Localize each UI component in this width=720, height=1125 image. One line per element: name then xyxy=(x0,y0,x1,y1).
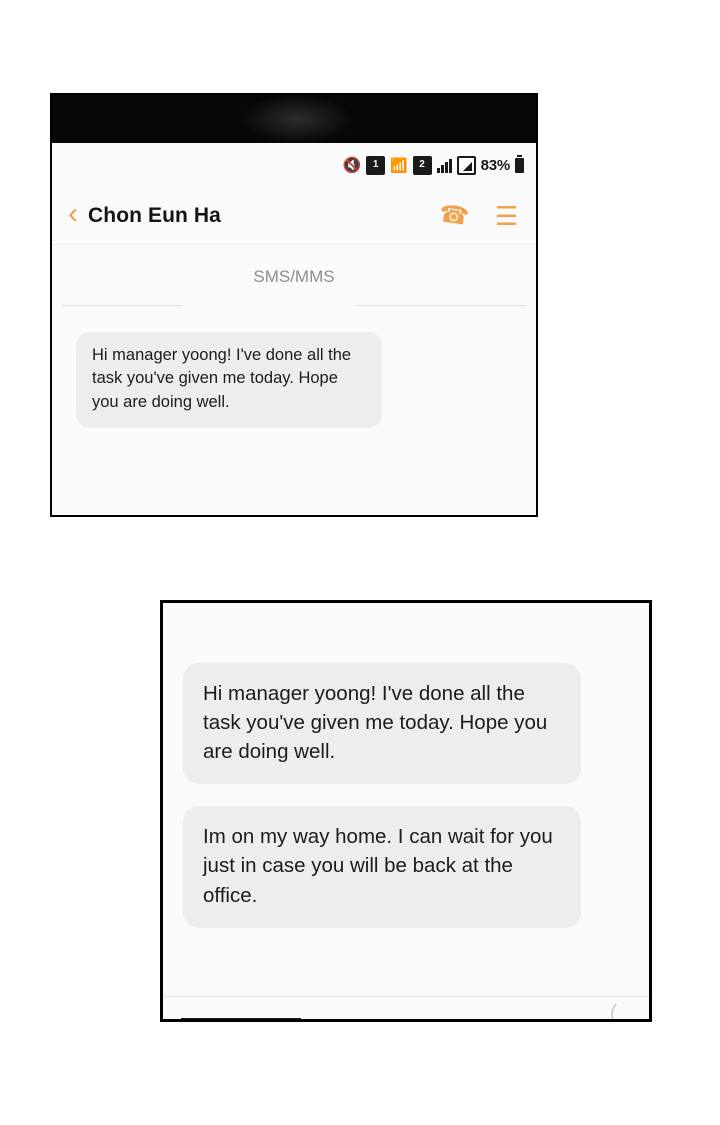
conversation-app-bar xyxy=(52,187,536,245)
mute-icon: 🔇 xyxy=(342,156,362,174)
message-thread-zoomed xyxy=(163,603,649,928)
corner-arc-decoration xyxy=(611,999,641,1022)
zoomed-conversation-panel xyxy=(160,600,652,1022)
divider-left xyxy=(62,305,182,306)
status-bar-black-area xyxy=(52,95,536,143)
thread-divider xyxy=(52,305,536,306)
sim-one-icon: 1 xyxy=(366,156,385,175)
battery-icon xyxy=(515,158,524,173)
status-bar xyxy=(52,143,536,187)
back-icon[interactable]: ‹ xyxy=(68,196,78,230)
sim-two-icon: 2 xyxy=(413,156,432,175)
message-bubble-incoming[interactable]: Hi manager yoong! I've done all the task you've given me today. Hope you are doing well. xyxy=(76,332,382,428)
message-bubble-incoming[interactable]: Hi manager yoong! I've done all the task you've given me today. Hope you are doing well. xyxy=(183,663,581,784)
message-bubble-incoming[interactable]: Im on my way home. I can wait for you just in case you will be back at the office. xyxy=(183,806,581,927)
menu-icon[interactable]: ☰ xyxy=(494,200,518,231)
signal-bars-icon xyxy=(437,158,452,173)
screen-glare xyxy=(242,95,352,143)
status-icon-group xyxy=(342,156,524,175)
composer-divider xyxy=(163,996,649,997)
battery-percent-label: 83% xyxy=(480,156,510,174)
message-thread xyxy=(52,306,536,428)
thread-type-label: SMS/MMS xyxy=(52,245,536,305)
call-icon[interactable]: ☎ xyxy=(437,200,471,231)
phone-screenshot-panel xyxy=(50,93,538,517)
bottom-edge-marker xyxy=(181,1018,301,1021)
signal-strength-icon xyxy=(457,156,476,175)
page-title: Chon Eun Ha xyxy=(88,203,221,227)
divider-right xyxy=(356,305,526,306)
wifi-calling-icon: 📶 xyxy=(390,157,408,173)
